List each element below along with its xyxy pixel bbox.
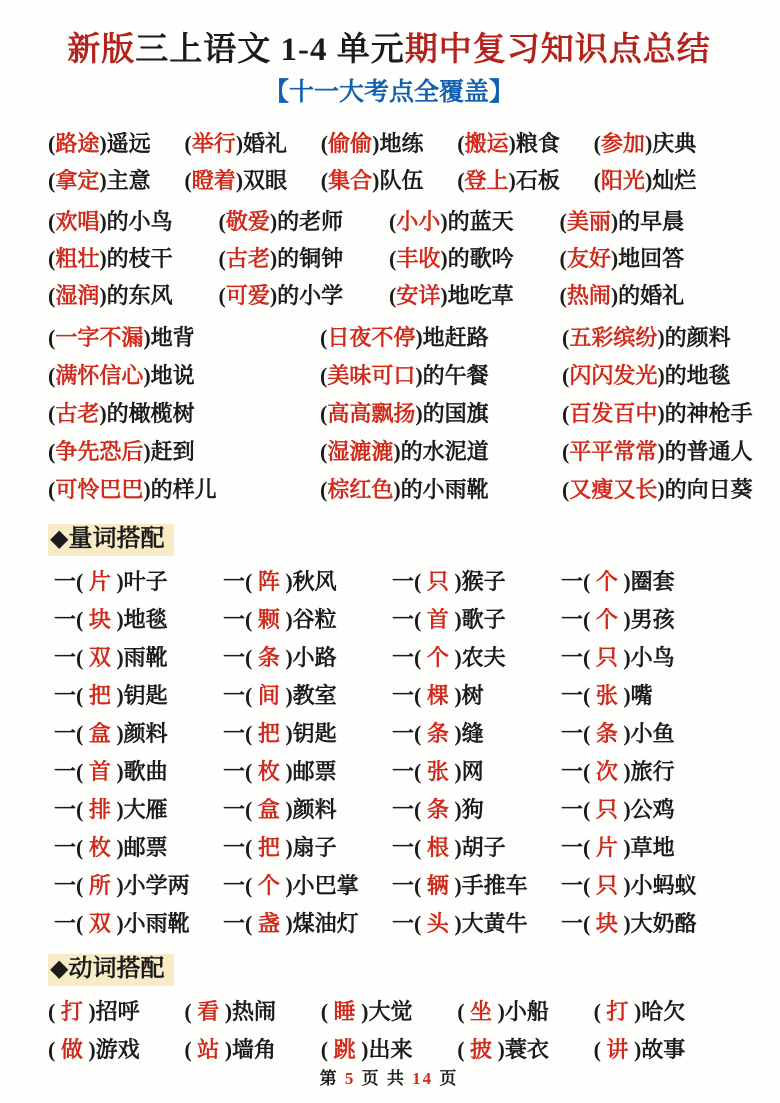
verb-grid [48, 991, 730, 1067]
red-term: 满怀信心 [55, 362, 144, 388]
measure-word-item: 一( 条 )小路 [223, 644, 337, 670]
word-pair-group [48, 202, 730, 313]
red-term: 偷偷 [328, 131, 373, 156]
page-subtitle: 【十一大考点全覆盖】 [263, 79, 514, 106]
word-pair-row [48, 276, 730, 313]
word-pairs-section [48, 124, 753, 511]
red-term: 阳光 [600, 168, 645, 193]
measure-word-item: 一( 只 )小鸟 [561, 644, 675, 670]
word-pair: (美丽)的早晨 [559, 209, 685, 234]
word-pair: (满怀信心)地说 [48, 362, 195, 388]
measure-word-item: 一( 盏 )煤油灯 [223, 910, 359, 936]
word-pair: (百发百中)的神枪手 [562, 400, 753, 426]
verb-item: ( 坐 )小船 [457, 998, 549, 1024]
measure-word-item: 一( 头 )大黄牛 [392, 910, 528, 936]
measure-word-row [54, 903, 730, 941]
red-term: 张 [595, 682, 618, 708]
measure-word-row [54, 599, 730, 637]
measure-word-item: 一( 块 )大奶酪 [561, 910, 697, 936]
measure-word-item: 一( 把 )扇子 [223, 834, 337, 860]
red-term: 条 [595, 720, 618, 746]
word-pair: (湿漉漉)的水泥道 [320, 438, 489, 464]
word-pair: (敬爱)的老师 [218, 209, 344, 234]
word-pair: (古老)的铜钟 [218, 246, 344, 271]
red-term: 湿漉漉 [327, 438, 394, 464]
red-term: 首 [88, 758, 111, 784]
word-pair: (小小)的蓝天 [389, 209, 514, 234]
verb-row [48, 1029, 730, 1067]
measure-word-item: 一( 颗 )谷粒 [223, 606, 337, 632]
word-pair: (平平常常)的普通人 [562, 438, 753, 464]
measure-word-row [54, 675, 730, 713]
measure-word-item: 一( 只 )小蚂蚁 [561, 872, 697, 898]
red-term: 安详 [396, 283, 441, 308]
red-term: 块 [88, 606, 111, 632]
measure-word-item: 一( 间 )教室 [223, 682, 337, 708]
red-term: 片 [595, 834, 618, 860]
word-pair: (一字不漏)地背 [48, 324, 195, 350]
red-term: 争先恐后 [55, 438, 144, 464]
red-term: 路途 [55, 131, 100, 156]
red-term: 棕红色 [327, 476, 394, 502]
red-term: 把 [257, 834, 280, 860]
word-pair-row [48, 431, 753, 469]
text-part: 页 [433, 1069, 459, 1088]
red-term: 次 [595, 758, 618, 784]
measure-word-item: 一( 片 )草地 [561, 834, 675, 860]
measure-word-item: 一( 张 )嘴 [561, 682, 653, 708]
measure-word-row [54, 865, 730, 903]
word-pair: (登上)石板 [457, 168, 560, 193]
measure-word-row [54, 751, 730, 789]
red-term: 只 [426, 568, 449, 594]
red-term: 古老 [55, 400, 100, 426]
measure-word-item: 一( 个 )男孩 [561, 606, 675, 632]
red-term: 间 [257, 682, 280, 708]
word-pair-group [48, 317, 753, 507]
word-pair: (阳光)灿烂 [593, 168, 697, 193]
red-term: 披 [470, 1036, 493, 1062]
red-term: 坐 [470, 998, 493, 1024]
text-part: 期中复习知识点总结 [404, 32, 711, 68]
verb-item: ( 做 )游戏 [48, 1036, 140, 1062]
red-term: 做 [60, 1036, 83, 1062]
red-term: 个 [426, 644, 449, 670]
red-term: 一字不漏 [55, 324, 144, 350]
verb-item: ( 跳 )出来 [320, 1036, 413, 1062]
red-term: 日夜不停 [327, 324, 416, 350]
measure-word-item: 一( 条 )小鱼 [561, 720, 675, 746]
verb-section-heading: ◆动词搭配 [48, 954, 174, 986]
red-term: 头 [426, 910, 449, 936]
measure-word-item: 一( 把 )钥匙 [54, 682, 168, 708]
verb-section-header [48, 953, 730, 985]
red-term: 拿定 [55, 168, 100, 193]
red-term: 打 [60, 998, 83, 1024]
red-term: 双 [88, 910, 111, 936]
word-pair-row [48, 124, 730, 161]
red-term: 首 [426, 606, 449, 632]
measure-word-row [54, 713, 730, 751]
measure-word-item: 一( 首 )歌曲 [54, 758, 168, 784]
word-pair: (可爱)的小学 [218, 283, 344, 308]
measure-word-item: 一( 片 )叶子 [54, 568, 168, 594]
red-term: 根 [426, 834, 449, 860]
measure-word-item: 一( 盒 )颜料 [54, 720, 168, 746]
word-pair: (湿润)的东风 [48, 283, 173, 308]
text-part: 第 [319, 1069, 345, 1088]
red-term: 把 [257, 720, 280, 746]
measure-word-item: 一( 只 )猴子 [392, 568, 506, 594]
red-term: 块 [595, 910, 618, 936]
word-pair-row [48, 161, 730, 198]
word-pair: (可怜巴巴)的样儿 [48, 476, 217, 502]
measure-word-item: 一( 盒 )颜料 [223, 796, 337, 822]
red-term: 集合 [328, 168, 373, 193]
red-term: 湿润 [55, 283, 100, 308]
measure-word-item: 一( 条 )狗 [392, 796, 484, 822]
red-term: 排 [88, 796, 111, 822]
red-term: 只 [595, 644, 618, 670]
measure-word-item: 一( 条 )缝 [392, 720, 484, 746]
word-pair: (安详)地吃草 [389, 283, 514, 308]
measure-word-item: 一( 枚 )邮票 [223, 758, 337, 784]
red-term: 枚 [88, 834, 111, 860]
word-pair: (欢唱)的小鸟 [48, 209, 173, 234]
measure-word-row [54, 789, 730, 827]
red-term: 条 [426, 796, 449, 822]
red-term: 讲 [606, 1036, 629, 1062]
red-term: 五彩缤纷 [569, 324, 658, 350]
word-pair: (美味可口)的午餐 [320, 362, 489, 388]
red-term: 跳 [333, 1036, 356, 1062]
measure-word-item: 一( 块 )地毯 [54, 606, 168, 632]
red-term: 可爱 [225, 283, 270, 308]
red-term: 棵 [426, 682, 449, 708]
page-footer [48, 1067, 730, 1091]
word-pair: (集合)队伍 [320, 168, 424, 193]
measure-word-item: 一( 张 )网 [392, 758, 484, 784]
red-term: 搬运 [464, 131, 509, 156]
measure-word-item: 一( 个 )小巴掌 [223, 872, 359, 898]
text-part: 三上语文 1-4 单元 [135, 32, 405, 68]
red-term: 参加 [600, 131, 645, 156]
measure-word-item: 一( 阵 )秋风 [223, 568, 337, 594]
red-term: 丰收 [396, 246, 441, 271]
word-pair: (丰收)的歌吟 [389, 246, 514, 271]
red-term: 美味可口 [327, 362, 416, 388]
red-term: 小小 [396, 209, 441, 234]
word-pair: (棕红色)的小雨靴 [320, 476, 489, 502]
red-term: 热闹 [566, 283, 611, 308]
word-pair-row [48, 202, 730, 239]
red-term: 瞪着 [191, 168, 236, 193]
word-pair: (又瘦又长)的向日葵 [562, 476, 753, 502]
red-term: 友好 [566, 246, 611, 271]
red-term: 只 [595, 796, 618, 822]
measure-word-item: 一( 双 )雨靴 [54, 644, 168, 670]
measure-word-item: 一( 只 )公鸡 [561, 796, 675, 822]
red-term: 盒 [257, 796, 280, 822]
word-pair-row [48, 393, 753, 431]
measure-word-item: 一( 根 )胡子 [392, 834, 506, 860]
red-term: 所 [88, 872, 111, 898]
measure-word-grid [48, 561, 730, 941]
word-pair: (举行)婚礼 [184, 131, 288, 156]
red-term: 枚 [257, 758, 280, 784]
word-pair: (拿定)主意 [48, 168, 151, 193]
measure-word-item: 一( 双 )小雨靴 [54, 910, 190, 936]
red-term: 盏 [257, 910, 280, 936]
red-term: 又瘦又长 [569, 476, 658, 502]
measure-word-item: 一( 所 )小学两 [54, 872, 190, 898]
red-term: 阵 [257, 568, 280, 594]
text-part: 14 [412, 1069, 434, 1088]
red-term: 个 [257, 872, 280, 898]
red-term: 张 [426, 758, 449, 784]
red-term: 可怜巴巴 [55, 476, 144, 502]
red-term: 只 [595, 872, 618, 898]
red-term: 条 [257, 644, 280, 670]
measure-word-row [54, 827, 730, 865]
red-term: 辆 [426, 872, 449, 898]
verb-item: ( 讲 )故事 [593, 1036, 686, 1062]
word-pair-row [48, 239, 730, 276]
measure-word-item: 一( 个 )圈套 [561, 568, 675, 594]
red-term: 盒 [88, 720, 111, 746]
word-pair-row [48, 469, 753, 507]
red-term: 美丽 [566, 209, 611, 234]
measure-word-row [54, 561, 730, 599]
red-term: 高高飘扬 [327, 400, 416, 426]
red-term: 个 [595, 606, 618, 632]
red-term: 个 [595, 568, 618, 594]
word-pair: (热闹)的婚礼 [559, 283, 685, 308]
verb-item: ( 站 )墙角 [184, 1036, 277, 1062]
measure-word-item: 一( 枚 )邮票 [54, 834, 168, 860]
verb-item: ( 披 )蓑衣 [457, 1036, 549, 1062]
text-part: 新版 [67, 32, 136, 68]
word-pair: (友好)地回答 [559, 246, 685, 271]
word-pair: (闪闪发光)的地毯 [562, 362, 731, 388]
red-term: 条 [426, 720, 449, 746]
red-term: 双 [88, 644, 111, 670]
red-term: 睡 [333, 998, 356, 1024]
red-term: 平平常常 [569, 438, 658, 464]
red-term: 百发百中 [569, 400, 658, 426]
red-term: 古老 [225, 246, 270, 271]
word-pair: (古老)的橄榄树 [48, 400, 195, 426]
measure-section-header [48, 523, 730, 555]
word-pair: (参加)庆典 [593, 131, 697, 156]
word-pair-group [48, 124, 730, 198]
verb-item: ( 打 )招呼 [48, 998, 140, 1024]
word-pair: (路途)遥远 [48, 131, 151, 156]
measure-section-heading: ◆量词搭配 [48, 524, 174, 556]
word-pair-row [48, 317, 730, 355]
word-pair: (粗壮)的枝干 [48, 246, 173, 271]
measure-word-row [54, 637, 730, 675]
word-pair: (五彩缤纷)的颜料 [562, 324, 731, 350]
measure-word-item: 一( 次 )旅行 [561, 758, 675, 784]
red-term: 欢唱 [55, 209, 100, 234]
word-pair: (瞪着)双眼 [184, 168, 288, 193]
red-term: 颗 [257, 606, 280, 632]
measure-word-item: 一( 首 )歌子 [392, 606, 506, 632]
verb-row [48, 991, 730, 1029]
measure-word-item: 一( 棵 )树 [392, 682, 484, 708]
text-part: 页 共 [355, 1069, 413, 1088]
red-term: 打 [606, 998, 629, 1024]
word-pair: (日夜不停)地赶路 [320, 324, 489, 350]
red-term: 看 [197, 998, 220, 1024]
red-term: 片 [88, 568, 111, 594]
measure-word-item: 一( 排 )大雁 [54, 796, 168, 822]
measure-word-item: 一( 辆 )手推车 [392, 872, 528, 898]
word-pair-row [48, 355, 730, 393]
red-term: 闪闪发光 [569, 362, 658, 388]
red-term: 敬爱 [225, 209, 270, 234]
verb-item: ( 睡 )大觉 [320, 998, 413, 1024]
red-term: 把 [88, 682, 111, 708]
word-pair: (争先恐后)赶到 [48, 438, 195, 464]
measure-word-item: 一( 把 )钥匙 [223, 720, 337, 746]
red-term: 举行 [191, 131, 236, 156]
verb-item: ( 打 )哈欠 [593, 998, 686, 1024]
red-term: 粗壮 [55, 246, 100, 271]
word-pair: (搬运)粮食 [457, 131, 560, 156]
word-pair: (高高飘扬)的国旗 [320, 400, 489, 426]
red-term: 登上 [464, 168, 509, 193]
page-title [48, 28, 730, 72]
verb-item: ( 看 )热闹 [184, 998, 277, 1024]
text-part: 5 [344, 1069, 356, 1088]
measure-word-item: 一( 个 )农夫 [392, 644, 506, 670]
red-term: 站 [197, 1036, 220, 1062]
word-pair: (偷偷)地练 [320, 131, 424, 156]
